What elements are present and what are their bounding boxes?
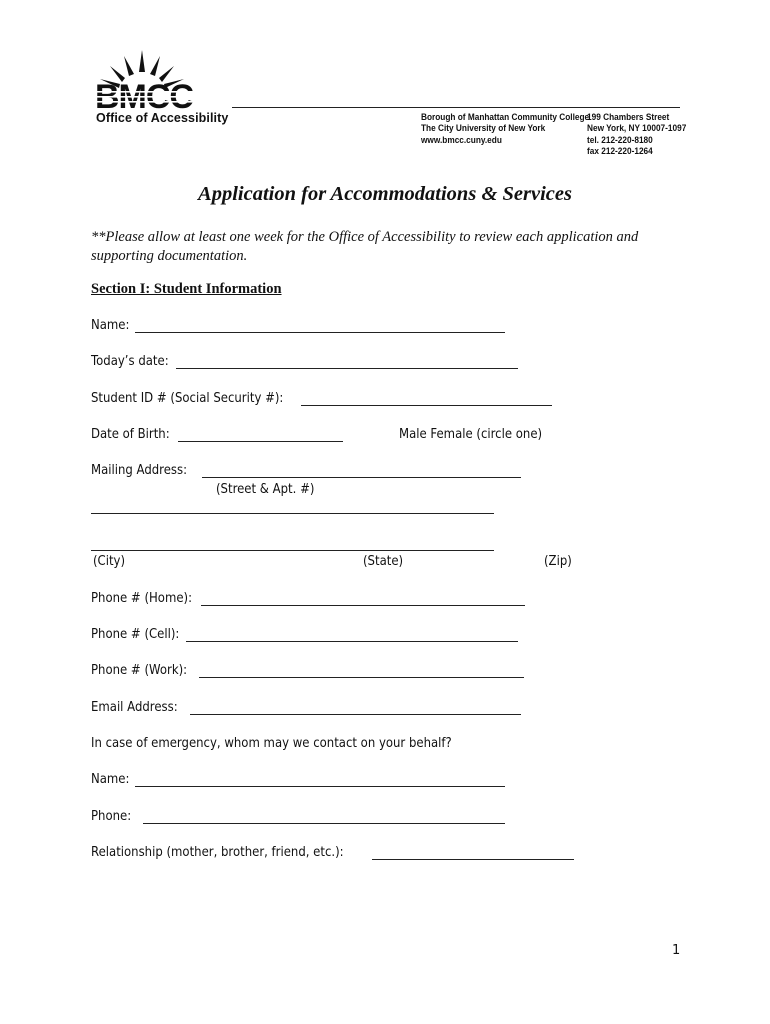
zip-hint: (Zip) (544, 553, 572, 569)
university-name: The City University of New York (421, 123, 546, 134)
section-title: Section I: Student Information (91, 281, 282, 297)
office-name: Office of Accessibility (96, 111, 229, 125)
emergency-name-field[interactable] (135, 786, 505, 787)
contact-info (587, 112, 686, 158)
emergency-phone-field[interactable] (143, 823, 505, 824)
emergency-name-label: Name: (91, 771, 130, 787)
college-name: Borough of Manhattan Community College (421, 112, 590, 122)
state-hint: (State) (363, 553, 404, 569)
todays-date-label: Today’s date: (91, 353, 169, 369)
todays-date-field[interactable] (176, 368, 518, 369)
gender-selection[interactable]: Male Female (circle one) (399, 426, 543, 442)
relationship-field[interactable] (372, 859, 574, 860)
college-info (421, 112, 589, 146)
student-id-field[interactable] (301, 405, 552, 406)
emergency-phone-label: Phone: (91, 808, 132, 824)
phone-home-label: Phone # (Home): (91, 590, 193, 606)
address-line-3-field[interactable] (91, 550, 494, 551)
relationship-label: Relationship (mother, brother, friend, etc.): (91, 844, 344, 860)
city-hint: (City) (93, 553, 126, 569)
dob-label: Date of Birth: (91, 426, 170, 442)
dob-field[interactable] (178, 441, 343, 442)
college-website: www.bmcc.cuny.edu (421, 134, 502, 145)
email-label: Email Address: (91, 699, 178, 715)
review-note (91, 228, 691, 265)
phone-work-field[interactable] (199, 677, 524, 678)
phone-work-label: Phone # (Work): (91, 662, 188, 678)
mailing-address-field[interactable] (202, 477, 521, 478)
phone-cell-label: Phone # (Cell): (91, 626, 180, 642)
email-field[interactable] (190, 714, 521, 715)
phone-cell-field[interactable] (186, 641, 518, 642)
mailing-address-label: Mailing Address: (91, 462, 188, 478)
emergency-prompt: In case of emergency, whom may we contact on your behalf? (91, 735, 452, 751)
address-line-2-field[interactable] (91, 513, 494, 514)
page-number: 1 (672, 943, 681, 958)
review-note-line-1: **Please allow at least one week for the Office of Accessibility to review each application and (91, 229, 639, 245)
header-rule (232, 107, 680, 108)
review-note-line-2: supporting documentation. (91, 247, 248, 264)
telephone: tel. 212-220-8180 (587, 134, 653, 145)
form-title: Application for Accommodations & Services (198, 183, 572, 205)
street-address: 199 Chambers Street (587, 112, 670, 122)
phone-home-field[interactable] (201, 605, 525, 606)
student-id-label: Student ID # (Social Security #): (91, 390, 284, 406)
fax: fax 212-220-1264 (587, 146, 653, 157)
name-label: Name: (91, 317, 130, 333)
city-zip: New York, NY 10007-1097 (587, 123, 687, 134)
name-field[interactable] (135, 332, 505, 333)
street-apt-hint: (Street & Apt. #) (216, 481, 315, 497)
